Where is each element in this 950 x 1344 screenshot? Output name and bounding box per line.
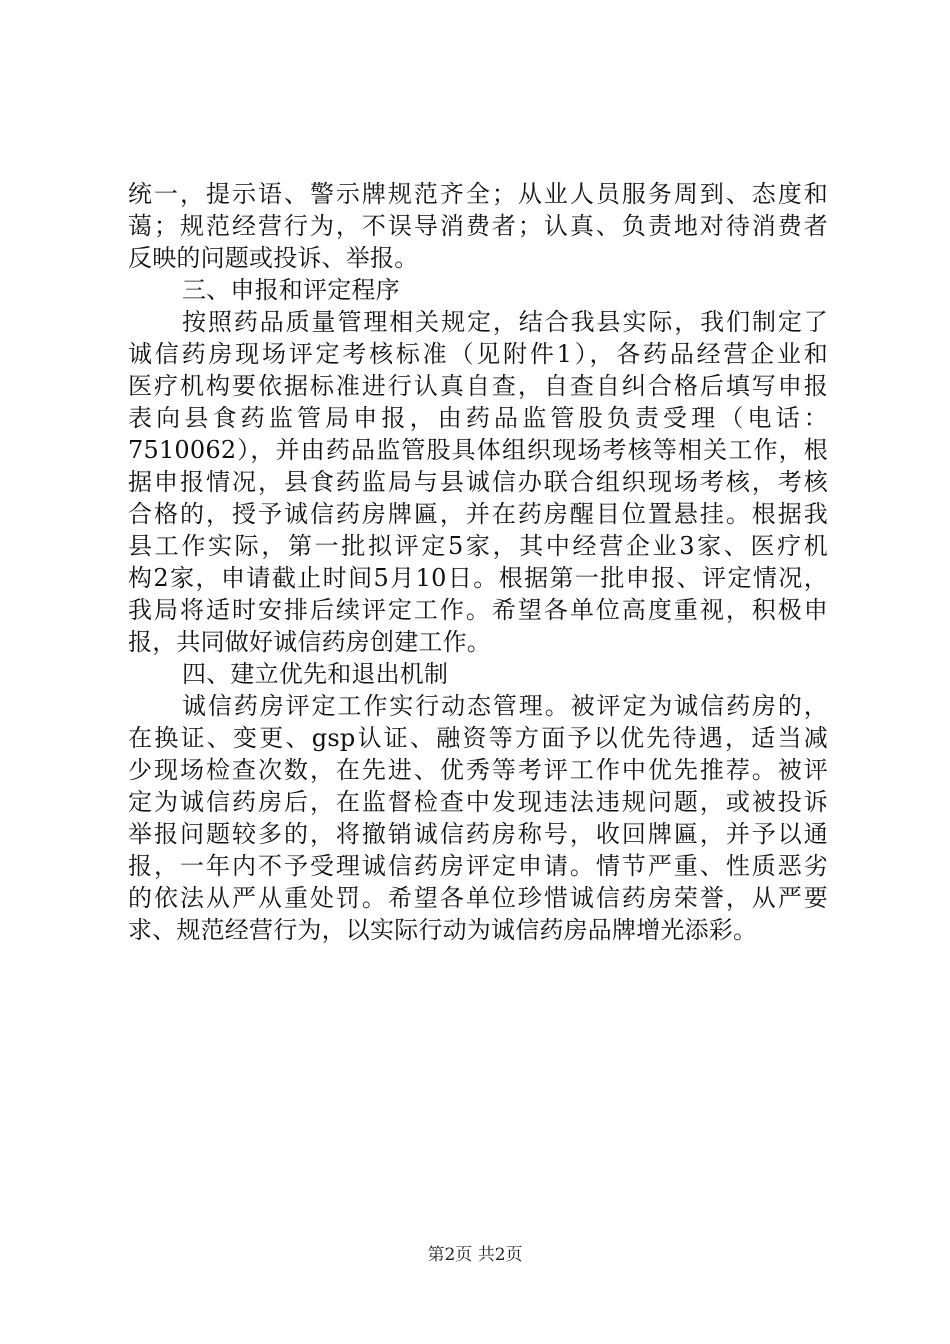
text-line: 诚信药房现场评定考核标准（见附件1），各药品经营企业和	[128, 340, 828, 368]
page-number-footer: 第2页 共2页	[427, 1245, 523, 1265]
text-line: 表向县食药监管局申报，由药品监管股负责受理（电话：	[128, 404, 828, 432]
text-line: 在换证、变更、gsp认证、融资等方面予以优先待遇，适当减	[128, 724, 828, 752]
paragraph-requirements-continued	[128, 178, 828, 274]
text-line: 县工作实际，第一批拟评定5家，其中经营企业3家、医疗机	[128, 532, 828, 560]
text-line: 构2家，申请截止时间5月10日。根据第一批申报、评定情况，	[128, 564, 828, 592]
section-heading-4: 四、建立优先和退出机制	[182, 660, 449, 688]
text-line: 求、规范经营行为，以实际行动为诚信药房品牌增光添彩。	[128, 916, 758, 944]
section-heading-3: 三、申报和评定程序	[182, 276, 400, 304]
paragraph-priority-exit-mechanism	[128, 690, 828, 946]
text-line: 医疗机构要依据标准进行认真自查，自查自纠合格后填写申报	[128, 372, 828, 400]
text-line: 定为诚信药房后，在监督检查中发现违法违规问题，或被投诉	[128, 788, 828, 816]
text-line: 统一，提示语、警示牌规范齐全；从业人员服务周到、态度和	[128, 180, 828, 208]
text-line: 7510062），并由药品监管股具体组织现场考核等相关工作，根	[128, 436, 828, 464]
text-line: 诚信药房评定工作实行动态管理。被评定为诚信药房的，	[182, 692, 828, 720]
text-line: 少现场检查次数，在先进、优秀等考评工作中优先推荐。被评	[128, 756, 828, 784]
text-line: 的依法从严从重处罚。希望各单位珍惜诚信药房荣誉，从严要	[128, 884, 828, 912]
text-line: 蔼；规范经营行为，不误导消费者；认真、负责地对待消费者	[128, 212, 828, 240]
paragraph-application-procedure	[128, 306, 828, 658]
text-line: 举报问题较多的，将撤销诚信药房称号，收回牌匾，并予以通	[128, 820, 828, 848]
document-body	[128, 178, 828, 946]
text-line: 报，共同做好诚信药房创建工作。	[128, 628, 491, 656]
text-line: 合格的，授予诚信药房牌匾，并在药房醒目位置悬挂。根据我	[128, 500, 828, 528]
text-line: 反映的问题或投诉、举报。	[128, 244, 419, 272]
text-line: 我局将适时安排后续评定工作。希望各单位高度重视，积极申	[128, 596, 828, 624]
text-line: 据申报情况，县食药监局与县诚信办联合组织现场考核，考核	[128, 468, 828, 496]
text-line: 报，一年内不予受理诚信药房评定申请。情节严重、性质恶劣	[128, 852, 828, 880]
text-line: 按照药品质量管理相关规定，结合我县实际，我们制定了	[182, 308, 828, 336]
